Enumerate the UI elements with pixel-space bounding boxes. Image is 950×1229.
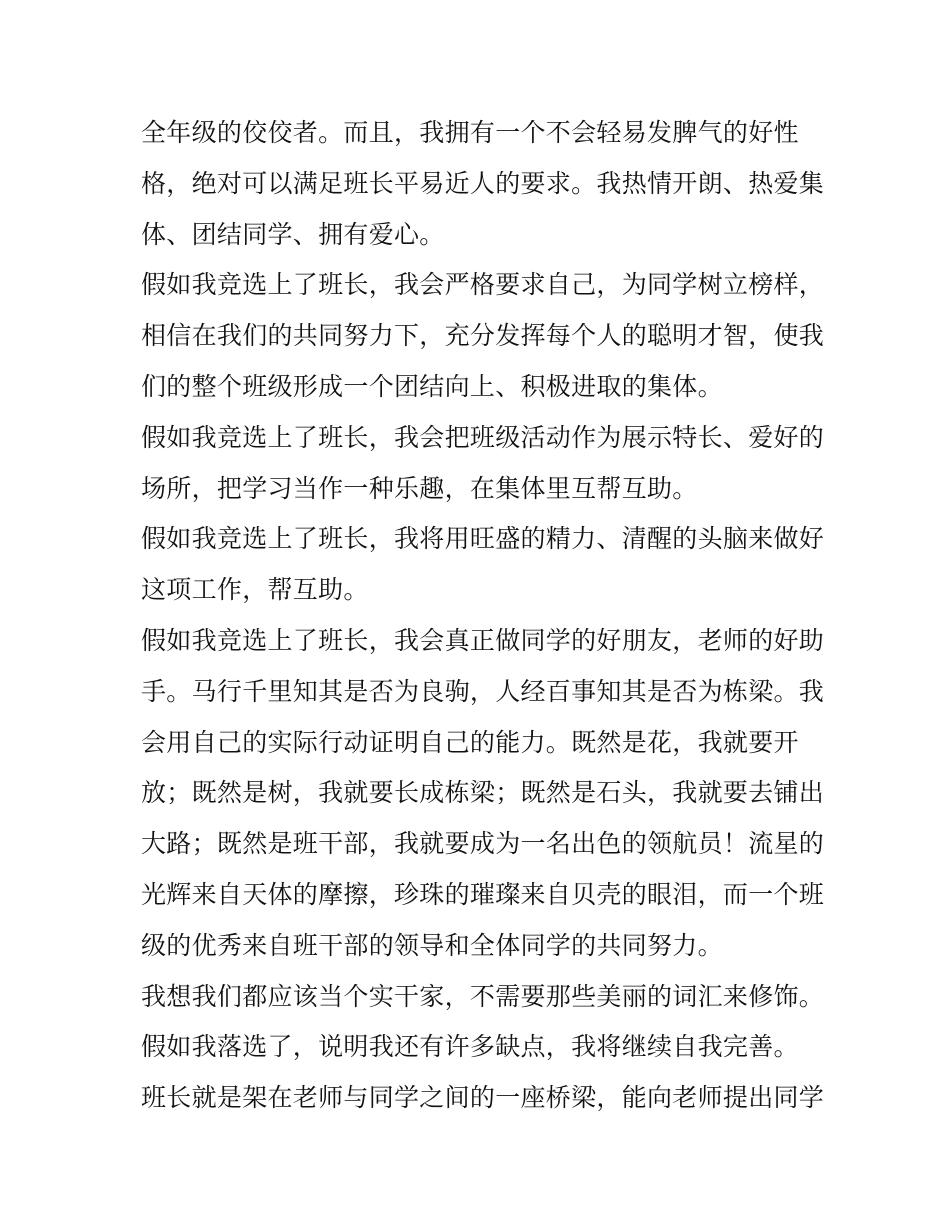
text-line: 假如我竞选上了班长，我会把班级活动作为展示特长、爱好的 — [141, 422, 825, 452]
text-line: 放；既然是树，我就要长成栋梁；既然是石头，我就要去铺出 — [141, 778, 825, 808]
text-line: 体、团结同学、拥有爱心。 — [141, 219, 445, 249]
text-line: 手。马行千里知其是否为良驹，人经百事知其是否为栋梁。我 — [141, 676, 825, 706]
text-line: 假如我落选了，说明我还有许多缺点，我将继续自我完善。 — [141, 1032, 799, 1062]
text-line: 相信在我们的共同努力下，充分发挥每个人的聪明才智，使我 — [141, 321, 825, 351]
text-line: 班长就是架在老师与同学之间的一座桥梁，能向老师提出同学 — [141, 1083, 825, 1113]
text-line: 格，绝对可以满足班长平易近人的要求。我热情开朗、热爱集 — [141, 168, 825, 198]
text-line: 们的整个班级形成一个团结向上、积极进取的集体。 — [141, 371, 723, 401]
text-line: 假如我竞选上了班长，我会严格要求自己，为同学树立榜样， — [141, 270, 825, 300]
text-line: 会用自己的实际行动证明自己的能力。既然是花，我就要开 — [141, 727, 799, 757]
text-line: 全年级的佼佼者。而且，我拥有一个不会轻易发脾气的好性 — [141, 118, 799, 147]
text-line: 级的优秀来自班干部的领导和全体同学的共同努力。 — [141, 930, 723, 960]
text-line: 大路；既然是班干部，我就要成为一名出色的领航员！流星的 — [141, 829, 825, 859]
text-line: 这项工作，帮互助。 — [141, 575, 369, 605]
text-line: 假如我竞选上了班长，我将用旺盛的精力、清醒的头脑来做好 — [141, 524, 825, 554]
text-line: 场所，把学习当作一种乐趣，在集体里互帮互助。 — [141, 473, 698, 503]
text-line: 光辉来自天体的摩擦，珍珠的璀璨来自贝壳的眼泪，而一个班 — [141, 879, 825, 909]
text-line: 假如我竞选上了班长，我会真正做同学的好朋友，老师的好助 — [141, 625, 825, 655]
document-body — [141, 108, 825, 1124]
text-line: 我想我们都应该当个实干家，不需要那些美丽的词汇来修饰。 — [141, 981, 825, 1011]
